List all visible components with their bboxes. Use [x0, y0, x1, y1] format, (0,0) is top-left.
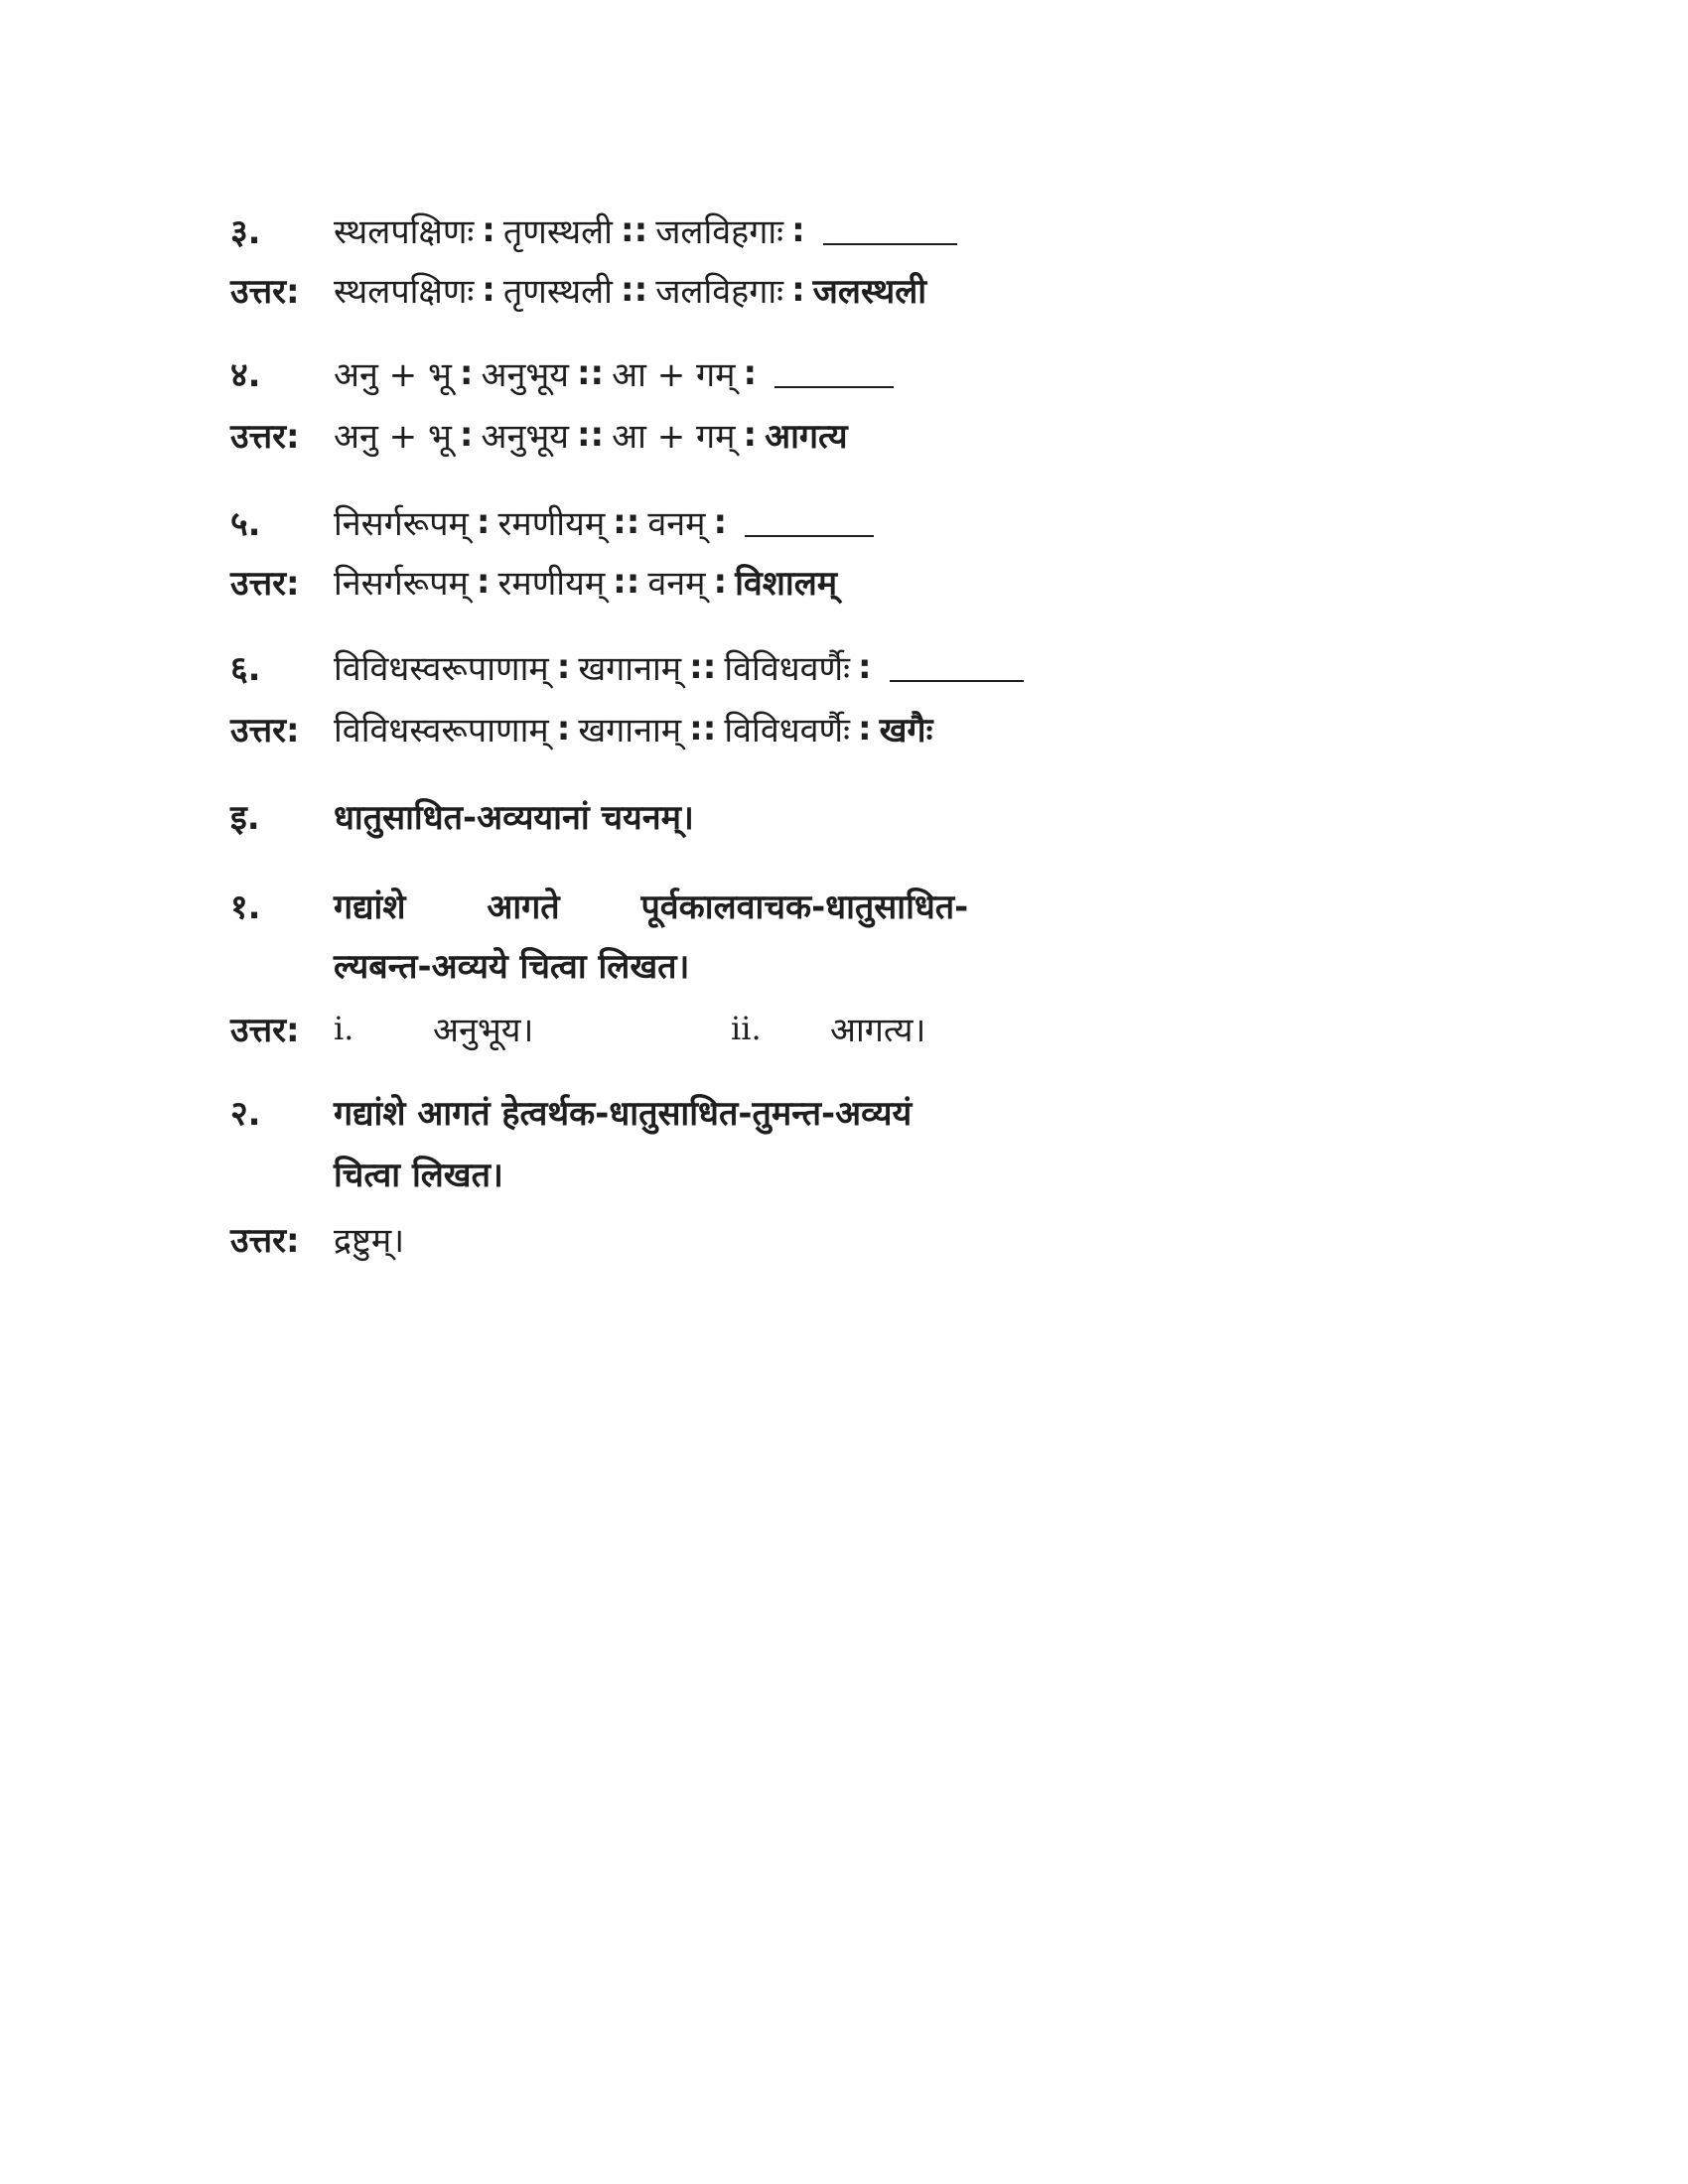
- proportion-colon: ::: [689, 647, 717, 687]
- answer-value: आगत्य: [765, 417, 848, 457]
- proportion-colon: ::: [689, 709, 717, 749]
- ratio-colon: :: [743, 353, 758, 393]
- ratio-colon: :: [743, 415, 758, 455]
- answer-value: द्रष्टुम्।: [334, 1221, 405, 1261]
- ratio-colon: :: [476, 562, 491, 602]
- answer-blank: [890, 652, 1024, 682]
- term-b: तृणस्थली: [502, 212, 613, 252]
- answer-option-label: ii.: [731, 1010, 762, 1047]
- question-word: पूर्वकालवाचक-धातुसाधित-: [640, 887, 969, 927]
- analogy-answer-6: [230, 703, 932, 754]
- term-b: तृणस्थली: [502, 272, 613, 312]
- answer-label: उत्तर:: [230, 1011, 300, 1050]
- proportion-colon: ::: [613, 562, 640, 602]
- ratio-colon: :: [476, 502, 491, 542]
- answer-option-value: अनुभूय।: [433, 1011, 534, 1050]
- term-a: अनु + भू: [334, 417, 452, 457]
- answer-label: उत्तर:: [230, 272, 300, 312]
- section-number: इ.: [230, 798, 260, 838]
- term-a: अनु + भू: [334, 355, 452, 395]
- answer-option-label: i.: [334, 1010, 354, 1047]
- question-2-answer: [230, 1213, 404, 1265]
- proportion-colon: ::: [613, 502, 640, 542]
- term-b: रमणीयम्: [497, 504, 606, 544]
- ratio-colon: :: [459, 353, 474, 393]
- term-a: विविधस्वरूपाणाम्: [334, 649, 549, 689]
- question-number: ६.: [230, 649, 261, 689]
- term-c: जलविहगाः: [655, 212, 784, 252]
- ratio-colon: :: [791, 270, 805, 310]
- question-text: चित्वा लिखत।: [334, 1156, 503, 1195]
- answer-blank: [745, 507, 874, 537]
- ratio-colon: :: [482, 210, 495, 250]
- answer-label: उत्तर:: [230, 417, 300, 457]
- question-1-line-2: [334, 939, 689, 991]
- ratio-colon: :: [482, 270, 495, 310]
- term-b: खगानाम्: [578, 649, 682, 689]
- term-a: स्थलपक्षिणः: [334, 212, 475, 252]
- term-b: अनुभूय: [481, 355, 569, 395]
- term-b: खगानाम्: [578, 711, 682, 751]
- question-1-line-1: [230, 880, 1088, 931]
- answer-value: विशालम्: [735, 564, 838, 604]
- ratio-colon: :: [858, 709, 872, 749]
- answer-label: उत्तर:: [230, 1221, 300, 1261]
- term-c: विविधवर्णैः: [724, 711, 850, 751]
- question-2-line-1: [230, 1086, 912, 1138]
- term-b: अनुभूय: [481, 417, 569, 457]
- question-2-line-2: [334, 1148, 503, 1199]
- proportion-colon: ::: [576, 353, 605, 393]
- section-title: धातुसाधित-अव्ययानां चयनम्।: [334, 798, 694, 838]
- term-a: निसर्गरूपम्: [334, 564, 469, 604]
- term-a: विविधस्वरूपाणाम्: [334, 711, 549, 751]
- term-c: जलविहगाः: [655, 272, 784, 312]
- answer-label: उत्तर:: [230, 564, 300, 604]
- question-number: ५.: [230, 504, 261, 544]
- term-c: वनम्: [647, 564, 706, 604]
- question-number: २.: [230, 1094, 261, 1134]
- question-text: ल्यबन्त-अव्यये चित्वा लिखत।: [334, 947, 690, 987]
- term-a: निसर्गरूपम्: [334, 504, 469, 544]
- term-b: रमणीयम्: [497, 564, 606, 604]
- answer-value: खगैः: [879, 711, 933, 751]
- proportion-colon: ::: [620, 210, 648, 250]
- ratio-colon: :: [791, 210, 805, 250]
- question-number: ४.: [230, 355, 261, 395]
- proportion-colon: ::: [620, 270, 648, 310]
- proportion-colon: ::: [576, 415, 605, 455]
- term-c: विविधवर्णैः: [724, 649, 850, 689]
- answer-blank: [774, 358, 894, 388]
- answer-option-value: आगत्य।: [830, 1011, 926, 1050]
- term-a: स्थलपक्षिणः: [334, 272, 475, 312]
- question-word: आगते: [487, 887, 560, 927]
- analogy-question-5: [230, 496, 874, 548]
- analogy-answer-5: [230, 556, 837, 608]
- analogy-answer-3: [230, 264, 926, 316]
- answer-value: जलस्थली: [812, 272, 927, 312]
- analogy-answer-4: [230, 409, 848, 461]
- ratio-colon: :: [556, 647, 571, 687]
- term-c: आ + गम्: [612, 355, 736, 395]
- question-text: गद्यांशे आगतं हेत्वर्थक-धातुसाधित-तुमन्त-अव्ययं: [334, 1094, 913, 1134]
- ratio-colon: :: [713, 562, 728, 602]
- ratio-colon: :: [556, 709, 571, 749]
- answer-blank: [823, 215, 957, 245]
- ratio-colon: :: [858, 647, 872, 687]
- question-text: [334, 883, 1088, 928]
- analogy-question-6: [230, 641, 1024, 693]
- ratio-colon: :: [459, 415, 474, 455]
- question-number: ३.: [230, 212, 261, 252]
- answer-label: उत्तर:: [230, 711, 300, 751]
- term-c: आ + गम्: [612, 417, 736, 457]
- question-1-answer: [230, 1003, 1049, 1054]
- analogy-question-4: [230, 347, 894, 399]
- ratio-colon: :: [713, 502, 728, 542]
- question-number: १.: [230, 887, 261, 927]
- analogy-question-3: [230, 205, 957, 256]
- term-c: वनम्: [647, 504, 706, 544]
- question-word: गद्यांशे: [334, 887, 406, 927]
- section-heading: [230, 790, 694, 842]
